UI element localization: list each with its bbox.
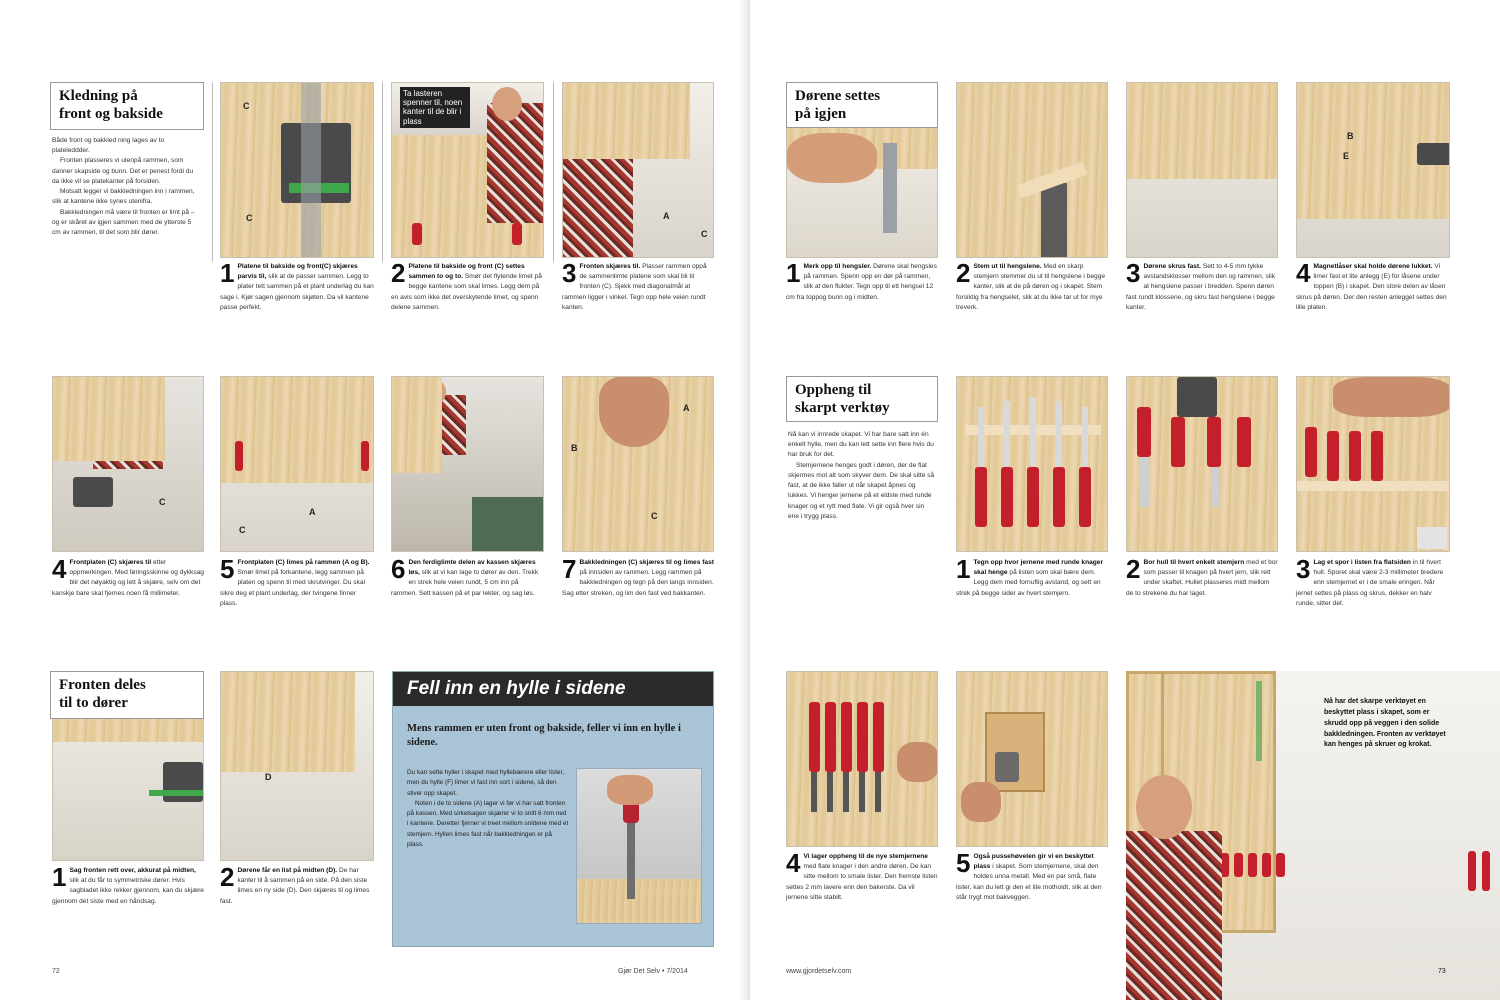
step-heading: Sag fronten rett over, akkurat på midten,: [69, 867, 196, 874]
step-number: 1: [956, 554, 971, 584]
photo-plane: [956, 671, 1108, 847]
photo-magnet: B E: [1296, 82, 1450, 258]
intro-text: [52, 136, 200, 238]
step-text: på innsiden av rammen. Legg rammen på bakkledningen og tegn på den langs innsiden. Sag etter streken, og lim den fast ved bakkanten.: [562, 569, 714, 597]
photo-hinge-3: [1126, 82, 1278, 258]
step-text: Med en skarp stemjern stemmer du ut til hengslene i begge kanter, slik at de på døren og i skapet. Stem forsiktig fra hengselet, slik at du ikke tar ut for mye treverk.: [956, 263, 1106, 311]
sidebar-text: [407, 768, 569, 850]
step-text: Smør det flytende limet på begge kantene som skal limes. Legg dem på en avis som ikke det overskytende limet, og spenn delene sammen.: [391, 273, 542, 311]
step-number: 4: [52, 554, 67, 584]
section-title-tool-hanging: [786, 376, 938, 422]
step-heading: Frontplaten (C) skjæres til: [69, 559, 152, 566]
step-text: in til hvert hull. Sporet skal være 2-3 millimeter bredere enn stemjernet er i de smale eringen. Når jernet settes på plass og skrus, dekker en halv runde, sitter det.: [1296, 559, 1444, 607]
step-heading: Den ferdiglimte delen av kassen skjæres løs,: [408, 559, 536, 577]
step-number: 1: [786, 258, 801, 288]
intro-paragraph: Både front og bakkled ning lages av to plateleddder.: [52, 137, 165, 155]
step-text: slik at de passer sammen. Legg to plater tett sammen på et plant underlag du kan sage i. Kjør sagen gjennom skjøten. Da vil kantene passe perfekt.: [220, 273, 374, 311]
photo-split-front-2: D: [220, 671, 374, 861]
step-5: [220, 554, 374, 609]
intro-paragraph: Fronten plasseres vi utenpå rammen, som danner skapside og bunn. Det er penest fordi du da ikke vil se platekanter på forsiden.: [52, 157, 194, 185]
page-number-left: 72: [52, 968, 60, 975]
photo-step-6: [391, 376, 544, 552]
step-2: [391, 258, 544, 313]
intro-paragraph: Motsatt legger vi bakkledningen inn i rammen, slik at kantene ikke synes utenifra.: [52, 188, 195, 206]
step-text: Dørene skal hengsles på rammen. Spenn opp en dør på rammen, slik at den flukter. Tegn opp til ett hengsel 12 cm fra toppog bunn og i midten.: [786, 263, 937, 301]
step-text: med et bor som passer til knagen på hvert jern, slik rett under skaftet. Hullet plasseres midt mellom de to strekene du har laget.: [1126, 559, 1278, 597]
door-step-3: [1126, 258, 1278, 313]
photo-step-2: [391, 82, 544, 258]
step-heading: Dørene skrus fast.: [1143, 263, 1202, 270]
step-text: i skapet. Som stemjernene, skal den holdes unna metall. Med en par små, flate lister, kan du lett gi den et lite motholdt, slik at den står trygt mot bakveggen.: [956, 863, 1102, 901]
step-number: 7: [562, 554, 577, 584]
step-heading: Bakkledningen (C) skjæres til og limes fast: [579, 559, 714, 566]
step-heading: Lag et spor i listen fra flatsiden: [1313, 559, 1411, 566]
step-number: 6: [391, 554, 406, 584]
section-title-line1: Kledning på: [59, 88, 138, 104]
step-text: Smør limet på forkantene, legg sammen på platen og spenn til med skrutvinger. Du skal sikre deg et plant underlag, der tvingene finner plass.: [220, 569, 366, 607]
step-number: 3: [562, 258, 577, 288]
door-step-4: [1296, 258, 1450, 313]
section-title-line2: på igjen: [795, 106, 847, 122]
step-number: 4: [1296, 258, 1311, 288]
sidebar-title: Fell inn en hylle i sidene: [393, 672, 713, 706]
sidebar-photo: [576, 768, 702, 924]
step-text: Vi limer fast et lite anlegg (E) for låsene under toppen (B) i skapet. Den store delen av låsen skrus på døren. Der den resten anlegget settes den lille platen.: [1296, 263, 1447, 311]
section-title-front-back: [50, 82, 204, 130]
shelf-sidebar: [392, 671, 714, 947]
step-heading: Tegn opp hvor jernene med runde knager skal henge: [973, 559, 1104, 577]
tool-step-2: [1126, 554, 1278, 599]
step-text: Plasser rammen oppå de sammenlimte platene som skal bli til fronten (C). Sjekk med diagonalmål at rammen ligger i vinkel. Tegn opp hele veien rundt kanten.: [562, 263, 707, 311]
step-4: [52, 554, 204, 599]
step-number: 1: [220, 258, 235, 288]
step-number: 5: [956, 848, 971, 878]
step-number: 2: [220, 862, 235, 892]
step-3: [562, 258, 714, 313]
website-footer: www.gjordetselv.com: [786, 968, 852, 975]
photo-flat-chisels: [786, 671, 938, 847]
sidebar-lead: Mens rammen er uten front og bakside, feller vi inn en hylle i sidene.: [407, 723, 681, 748]
section-title-line1: Dørene settes: [795, 88, 881, 104]
step-6: [391, 554, 544, 599]
section-title-line1: Oppheng til: [795, 382, 872, 398]
sidebar-paragraph: Noten i de to sidene (A) lager vi før vi har satt fronten på kassen. Med sirkelsagen skjærer vi to snitt 6 mm ned i kantene. Deretter fjerner vi treet mellom snittene med et stemjern. Hyllen limes fast når bakkledningen er på plass.: [407, 799, 569, 848]
tool-step-1: [956, 554, 1108, 599]
step-number: 2: [391, 258, 406, 288]
step-heading: Frontplaten (C) limes på rammen (A og B).: [237, 559, 370, 566]
step-number: 1: [52, 862, 67, 892]
tool-step-3: [1296, 554, 1450, 609]
section-title-split-front: [50, 671, 204, 719]
step-heading: Også pussehøvelen gir vi en beskyttet plass: [973, 853, 1094, 871]
section-title-doors: [786, 82, 938, 128]
step-number: 2: [956, 258, 971, 288]
step-text: Sett to 4-5 mm tykke avstandsklosser mellom den og rammen, slik at hengslene passer i bredden. Spenn døren fast rundt klossene, og skru fast hengslene i begge kanter.: [1126, 263, 1276, 311]
step-1: [220, 258, 374, 313]
step-text: på listen som skal bære dem. Legg dem med fornuftig avstand, og sett en strek på begge sider av hvert stemjern.: [956, 569, 1101, 597]
step-heading: Fronten skjæres til.: [579, 263, 641, 270]
column-divider: [212, 82, 213, 262]
photo-step-5: A C: [220, 376, 374, 552]
step-heading: Platene til bakside og front (C) settes sammen to og to.: [408, 263, 525, 281]
magazine-footer: Gjør Det Selv • 7/2014: [618, 968, 688, 975]
door-step-1: [786, 258, 938, 303]
split-step-1: [52, 862, 204, 907]
step-heading: Stem ut til hengslene.: [973, 263, 1042, 270]
section-title-line2: til to dører: [59, 695, 128, 711]
tool-step-4: [786, 848, 938, 903]
photo-note: Ta lasteren spenner til, noen kanter til de blir i plass: [400, 87, 470, 128]
photo-finished-cabinet: [1126, 671, 1500, 1000]
step-7: [562, 554, 714, 599]
step-text: etter oppmerkingen. Med føringsskinne og dykksag blir det nøyaktig og lett å skjære, selv om det kanskje bare skal fjernes noen få millimeter.: [52, 559, 204, 597]
photo-chisels-2: [1126, 376, 1278, 552]
split-step-2: [220, 862, 374, 907]
door-step-2: [956, 258, 1108, 313]
photo-chisels-1: [956, 376, 1108, 552]
section-title-line1: Fronten deles: [59, 677, 146, 693]
intro-paragraph: Bakkledningen må være til fronten er limt på – og er skåret av igjen sammen med de ytterste 5 cm av rammen, til det som blir dører.: [52, 208, 195, 236]
intro-paragraph: Nå kan vi innrede skapet. Vi har bare satt inn én enkelt hylle, men du kan lett sette inn flere hvis du har bruk for det.: [788, 431, 934, 459]
tool-intro-text: [788, 430, 936, 522]
step-number: 5: [220, 554, 235, 584]
step-number: 2: [1126, 554, 1141, 584]
right-page: [750, 0, 1500, 1000]
step-heading: Magnetlåser skal holde dørene lukket.: [1313, 263, 1433, 270]
column-divider: [553, 82, 554, 262]
step-text: med flate knager i den andre døren. De kan sitte mellom to smale lister. Den fremste listen settes 2 mm lavere enn den bakerste. Da vil jernene sitte stabilt.: [786, 863, 938, 901]
tool-step-5: [956, 848, 1108, 903]
step-heading: Platene til bakside og front(C) skjæres parvis til,: [237, 263, 358, 281]
step-number: 4: [786, 848, 801, 878]
final-caption: Nå har det skarpe verktøyet en beskyttet plass i skapet, som er skrudd opp på veggen i den solide bakkledningen. Fronten av verktøyet kan henges på skruer og krokat.: [1324, 698, 1446, 749]
section-title-line2: skarpt verktøy: [795, 400, 890, 416]
photo-hinge-2: [956, 82, 1108, 258]
sidebar-paragraph: Du kan sette hyller i skapet med hyllebærere eller lister, men du hylle (F) limer vi fast inn sort i sidene, så den stiver opp skapet.: [407, 769, 564, 797]
step-number: 3: [1126, 258, 1141, 288]
step-number: 3: [1296, 554, 1311, 584]
step-text: slik at vi kan lage to dører av den. Trekk en strek hele veien rundt, 5 cm inn på rammen. Sett kassen på et par lekter, og sag løs.: [391, 569, 539, 597]
step-heading: Bor hull til hvert enkelt stemjern: [1143, 559, 1245, 566]
step-text: slik at du får to symmetriske dører. Hvis sagbladet ikke rekker gjennom, kan du skjære gjennom det siste med en håndsag.: [52, 877, 204, 905]
step-heading: Dørene får en list på midten (D).: [237, 867, 338, 874]
step-heading: Merk opp til hengsler.: [803, 263, 872, 270]
photo-step-7: A B C: [562, 376, 714, 552]
column-divider: [382, 82, 383, 262]
step-heading: Vi lager oppheng til de nye stemjernene: [803, 853, 928, 860]
photo-step-1: C C: [220, 82, 374, 258]
step-text: De har kanter til å sammen på en side. På den siste limes en ny side (D). Den skjæres til og limes fast.: [220, 867, 370, 905]
section-title-line2: front og bakside: [59, 106, 163, 122]
photo-step-4: C: [52, 376, 204, 552]
page-number-right: 73: [1438, 968, 1446, 975]
photo-chisels-3: [1296, 376, 1450, 552]
intro-paragraph: Stemjernene henges godt i døren, der de flat skjermes mot alt som skyver dem. De skal sitte så fast, at de ikke faller ut når skapet åpnes og lukkes. Vi henger jernene på et eldste med runde knager og et rytt med flate. Vi gir også hver sin ene i trygg plass.: [788, 461, 935, 520]
photo-step-3: A C: [562, 82, 714, 258]
